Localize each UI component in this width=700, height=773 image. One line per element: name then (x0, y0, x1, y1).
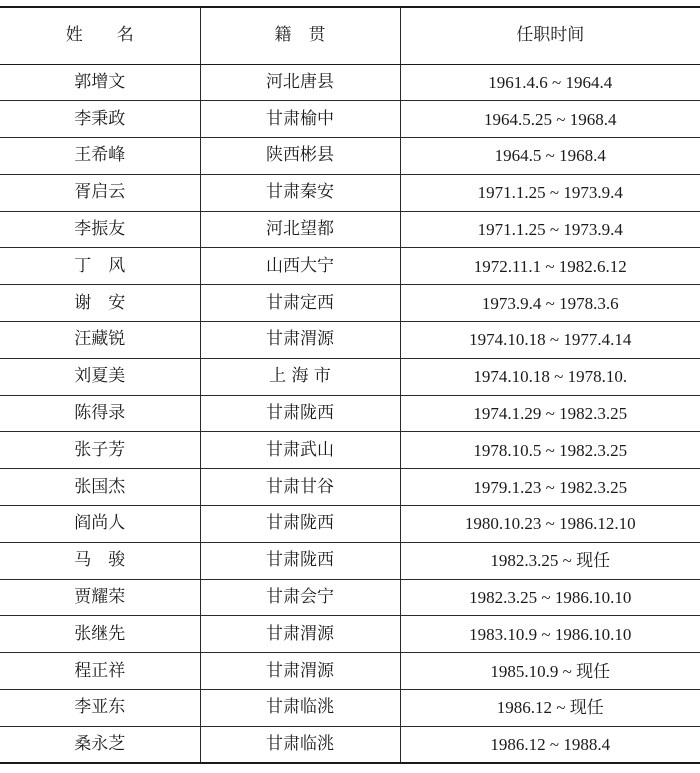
table-row (0, 726, 700, 763)
table-row (0, 322, 700, 359)
cell-name: 张子芳 (0, 432, 200, 469)
table-header (0, 7, 700, 64)
cell-name: 贾耀荣 (0, 579, 200, 616)
table-row (0, 579, 700, 616)
cell-name: 陈得录 (0, 395, 200, 432)
table-row (0, 506, 700, 543)
cell-name: 李秉政 (0, 101, 200, 138)
cell-term: 1961.4.6 ~ 1964.4 (400, 64, 700, 101)
cell-native-place: 甘肃陇西 (200, 542, 400, 579)
cell-name: 李亚东 (0, 690, 200, 727)
cell-native-place: 上 海 市 (200, 358, 400, 395)
cell-term: 1980.10.23 ~ 1986.12.10 (400, 506, 700, 543)
cell-native-place: 甘肃渭源 (200, 653, 400, 690)
cell-name: 程正祥 (0, 653, 200, 690)
cell-term: 1974.10.18 ~ 1978.10. (400, 358, 700, 395)
cell-term: 1964.5 ~ 1968.4 (400, 138, 700, 175)
cell-term: 1982.3.25 ~ 1986.10.10 (400, 579, 700, 616)
cell-term: 1974.1.29 ~ 1982.3.25 (400, 395, 700, 432)
cell-native-place: 甘肃秦安 (200, 174, 400, 211)
cell-term: 1986.12 ~ 现任 (400, 690, 700, 727)
cell-name: 刘夏美 (0, 358, 200, 395)
table-row (0, 395, 700, 432)
cell-native-place: 甘肃甘谷 (200, 469, 400, 506)
table-row (0, 64, 700, 101)
table-body (0, 64, 700, 763)
cell-term: 1972.11.1 ~ 1982.6.12 (400, 248, 700, 285)
cell-name: 丁 风 (0, 248, 200, 285)
cell-name: 张国杰 (0, 469, 200, 506)
cell-term: 1979.1.23 ~ 1982.3.25 (400, 469, 700, 506)
cell-name: 桑永芝 (0, 726, 200, 763)
cell-name: 郭增文 (0, 64, 200, 101)
cell-term: 1982.3.25 ~ 现任 (400, 542, 700, 579)
table-row (0, 616, 700, 653)
cell-term: 1971.1.25 ~ 1973.9.4 (400, 211, 700, 248)
cell-native-place: 陕西彬县 (200, 138, 400, 175)
cell-native-place: 河北唐县 (200, 64, 400, 101)
cell-native-place: 甘肃陇西 (200, 395, 400, 432)
cell-native-place: 山西大宁 (200, 248, 400, 285)
cell-name: 胥启云 (0, 174, 200, 211)
cell-term: 1986.12 ~ 1988.4 (400, 726, 700, 763)
cell-native-place: 甘肃渭源 (200, 322, 400, 359)
table-row (0, 690, 700, 727)
cell-term: 1983.10.9 ~ 1986.10.10 (400, 616, 700, 653)
cell-native-place: 甘肃临洮 (200, 690, 400, 727)
cell-native-place: 甘肃临洮 (200, 726, 400, 763)
cell-native-place: 甘肃榆中 (200, 101, 400, 138)
table-row (0, 358, 700, 395)
table-row (0, 653, 700, 690)
cell-native-place: 甘肃陇西 (200, 506, 400, 543)
cell-name: 马 骏 (0, 542, 200, 579)
cell-native-place: 甘肃会宁 (200, 579, 400, 616)
cell-term: 1964.5.25 ~ 1968.4 (400, 101, 700, 138)
table-row (0, 469, 700, 506)
header-term: 任职时间 (400, 7, 700, 64)
cell-term: 1973.9.4 ~ 1978.3.6 (400, 285, 700, 322)
officials-table (0, 6, 700, 764)
cell-native-place: 甘肃武山 (200, 432, 400, 469)
table-row (0, 101, 700, 138)
cell-name: 张继先 (0, 616, 200, 653)
cell-term: 1985.10.9 ~ 现任 (400, 653, 700, 690)
table-row (0, 432, 700, 469)
table-row (0, 138, 700, 175)
table-row (0, 248, 700, 285)
table-row (0, 211, 700, 248)
cell-name: 谢 安 (0, 285, 200, 322)
table-row (0, 285, 700, 322)
table-row (0, 174, 700, 211)
cell-name: 阎尚人 (0, 506, 200, 543)
cell-term: 1978.10.5 ~ 1982.3.25 (400, 432, 700, 469)
cell-native-place: 河北望都 (200, 211, 400, 248)
header-name: 姓 名 (0, 7, 200, 64)
header-native-place: 籍 贯 (200, 7, 400, 64)
cell-term: 1974.10.18 ~ 1977.4.14 (400, 322, 700, 359)
cell-term: 1971.1.25 ~ 1973.9.4 (400, 174, 700, 211)
cell-name: 王希峰 (0, 138, 200, 175)
cell-name: 李振友 (0, 211, 200, 248)
table-row (0, 542, 700, 579)
cell-native-place: 甘肃渭源 (200, 616, 400, 653)
cell-name: 汪藏锐 (0, 322, 200, 359)
header-row (0, 7, 700, 64)
cell-native-place: 甘肃定西 (200, 285, 400, 322)
